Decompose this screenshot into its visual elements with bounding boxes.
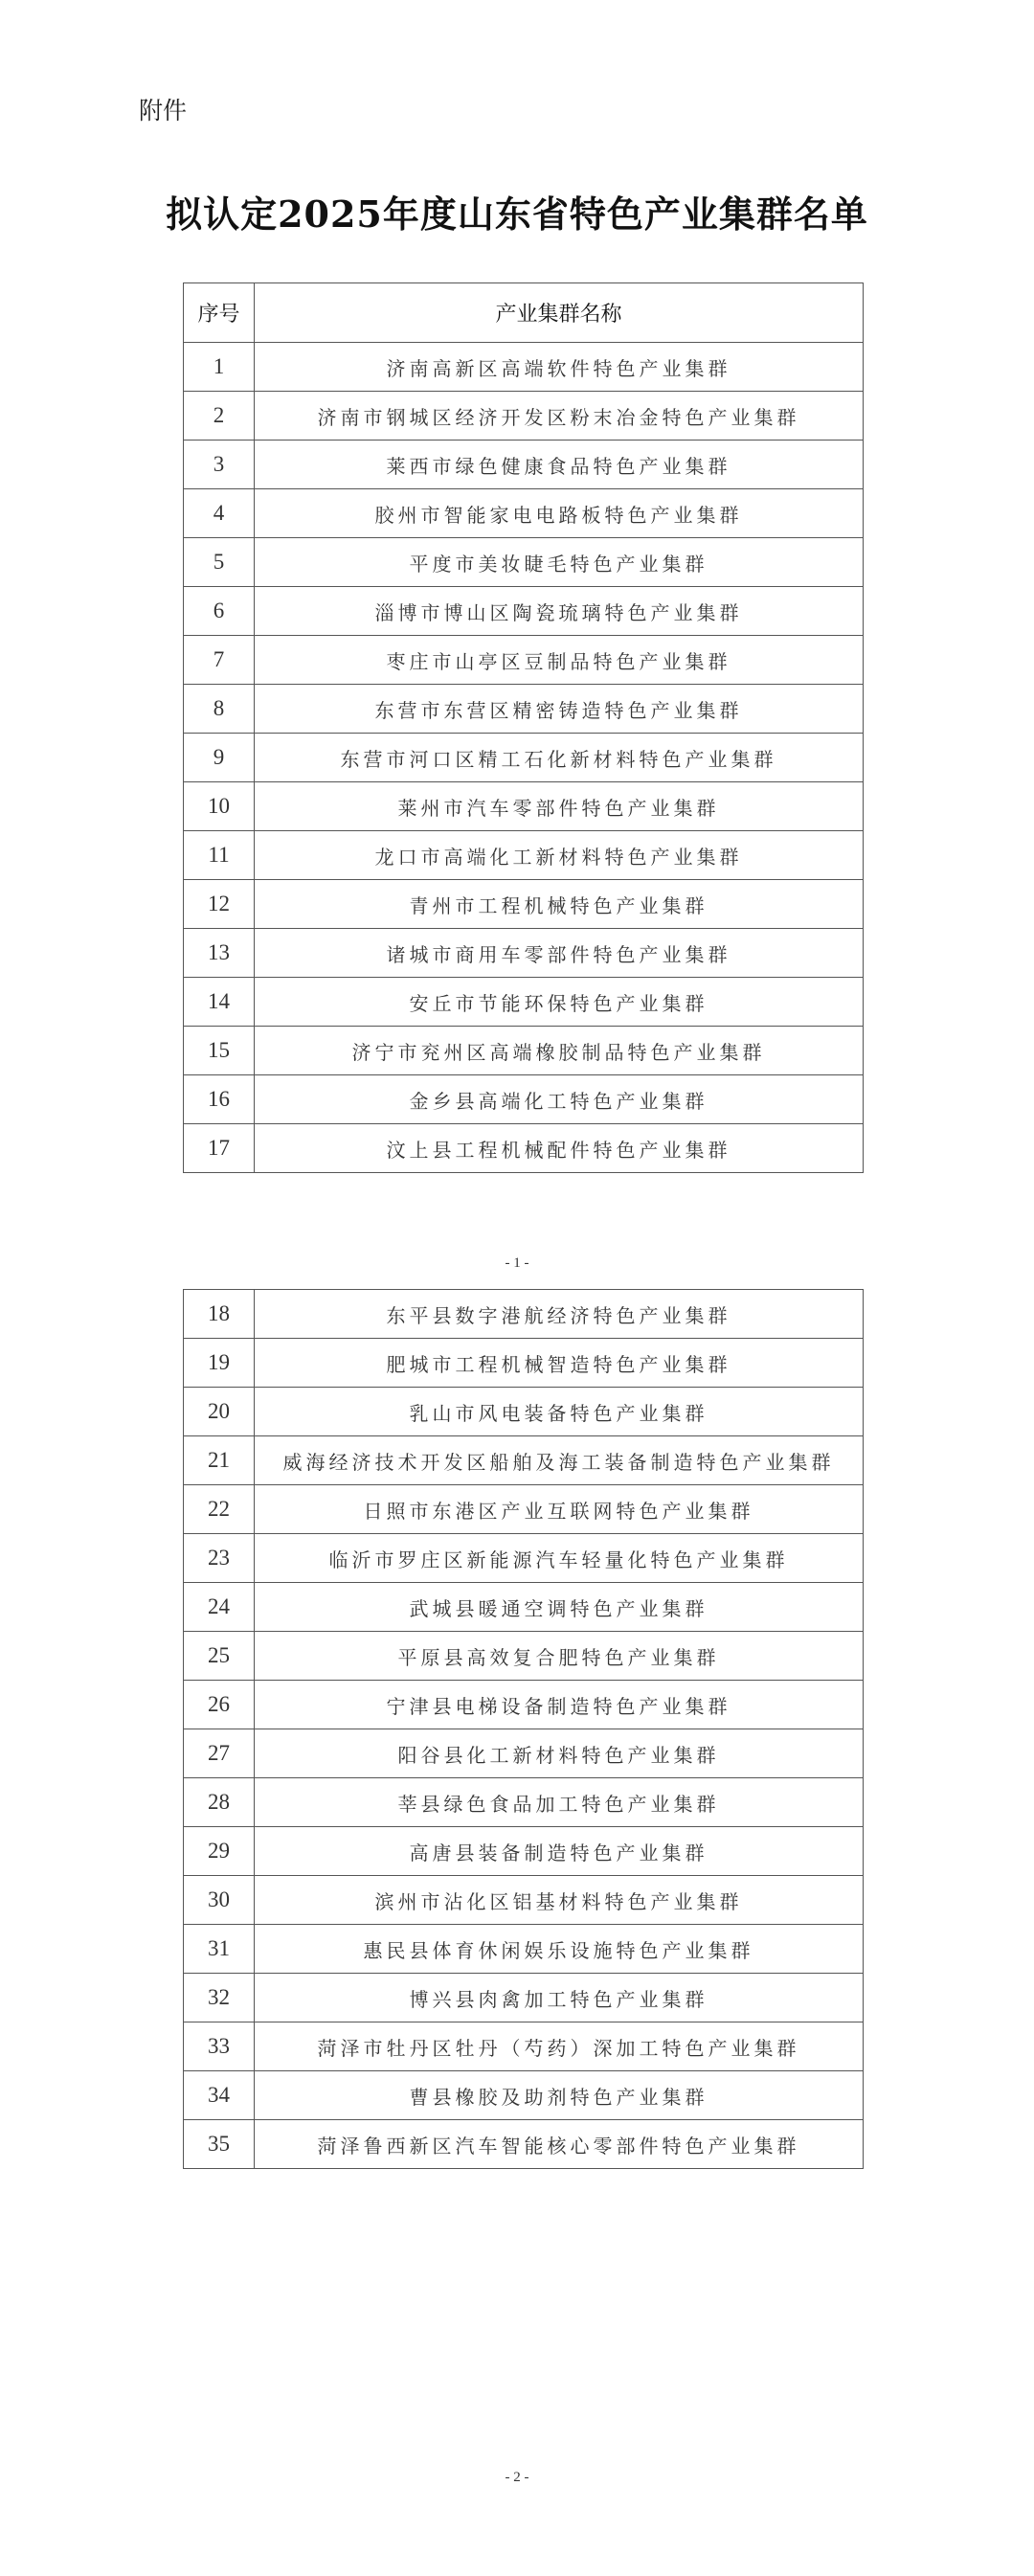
- serial-number-cell: 23: [184, 1534, 255, 1583]
- cluster-name-cell: 淄博市博山区陶瓷琉璃特色产业集群: [255, 587, 864, 636]
- cluster-table-page-1: [183, 282, 864, 1173]
- table-row: [184, 880, 864, 929]
- serial-number-cell: 5: [184, 538, 255, 587]
- table-row: [184, 1436, 864, 1485]
- cluster-name-cell: 高唐县装备制造特色产业集群: [255, 1827, 864, 1876]
- table-header-row: [184, 283, 864, 343]
- serial-number-cell: 34: [184, 2071, 255, 2120]
- cluster-name-cell: 龙口市高端化工新材料特色产业集群: [255, 831, 864, 880]
- cluster-name-cell: 菏泽鲁西新区汽车智能核心零部件特色产业集群: [255, 2120, 864, 2169]
- cluster-name-cell: 济南高新区高端软件特色产业集群: [255, 343, 864, 392]
- table-row: [184, 1729, 864, 1778]
- header-cluster-name: 产业集群名称: [255, 283, 864, 343]
- table-row: [184, 1534, 864, 1583]
- serial-number-cell: 6: [184, 587, 255, 636]
- cluster-name-cell: 日照市东港区产业互联网特色产业集群: [255, 1485, 864, 1534]
- cluster-name-cell: 东营市东营区精密铸造特色产业集群: [255, 685, 864, 734]
- table-row: [184, 1583, 864, 1632]
- serial-number-cell: 10: [184, 782, 255, 831]
- table-row: [184, 343, 864, 392]
- cluster-name-cell: 乳山市风电装备特色产业集群: [255, 1388, 864, 1436]
- table-row: [184, 978, 864, 1027]
- table-row: [184, 734, 864, 782]
- cluster-name-cell: 安丘市节能环保特色产业集群: [255, 978, 864, 1027]
- table-row: [184, 1027, 864, 1075]
- table-row: [184, 489, 864, 538]
- serial-number-cell: 20: [184, 1388, 255, 1436]
- cluster-name-cell: 济宁市兖州区高端橡胶制品特色产业集群: [255, 1027, 864, 1075]
- serial-number-cell: 30: [184, 1876, 255, 1925]
- page-number-1: - 1 -: [505, 1255, 529, 1271]
- cluster-name-cell: 青州市工程机械特色产业集群: [255, 880, 864, 929]
- table-row: [184, 441, 864, 489]
- serial-number-cell: 13: [184, 929, 255, 978]
- cluster-name-cell: 莱西市绿色健康食品特色产业集群: [255, 441, 864, 489]
- table-row: [184, 1485, 864, 1534]
- serial-number-cell: 25: [184, 1632, 255, 1681]
- serial-number-cell: 9: [184, 734, 255, 782]
- table-row: [184, 782, 864, 831]
- serial-number-cell: 35: [184, 2120, 255, 2169]
- serial-number-cell: 29: [184, 1827, 255, 1876]
- table-row: [184, 1290, 864, 1339]
- cluster-name-cell: 金乡县高端化工特色产业集群: [255, 1075, 864, 1124]
- cluster-name-cell: 东营市河口区精工石化新材料特色产业集群: [255, 734, 864, 782]
- serial-number-cell: 12: [184, 880, 255, 929]
- table-row: [184, 392, 864, 441]
- table-row: [184, 1778, 864, 1827]
- cluster-name-cell: 胶州市智能家电电路板特色产业集群: [255, 489, 864, 538]
- table-row: [184, 2120, 864, 2169]
- cluster-name-cell: 滨州市沾化区铝基材料特色产业集群: [255, 1876, 864, 1925]
- serial-number-cell: 7: [184, 636, 255, 685]
- table-row: [184, 1388, 864, 1436]
- cluster-table-page-2: [183, 1289, 864, 2169]
- table-row: [184, 2022, 864, 2071]
- table-row: [184, 1925, 864, 1974]
- serial-number-cell: 16: [184, 1075, 255, 1124]
- cluster-name-cell: 汶上县工程机械配件特色产业集群: [255, 1124, 864, 1173]
- serial-number-cell: 17: [184, 1124, 255, 1173]
- serial-number-cell: 15: [184, 1027, 255, 1075]
- cluster-name-cell: 东平县数字港航经济特色产业集群: [255, 1290, 864, 1339]
- table-row: [184, 1632, 864, 1681]
- table-row: [184, 1339, 864, 1388]
- serial-number-cell: 19: [184, 1339, 255, 1388]
- cluster-name-cell: 济南市钢城区经济开发区粉末冶金特色产业集群: [255, 392, 864, 441]
- serial-number-cell: 11: [184, 831, 255, 880]
- cluster-name-cell: 肥城市工程机械智造特色产业集群: [255, 1339, 864, 1388]
- table-row: [184, 587, 864, 636]
- cluster-name-cell: 临沂市罗庄区新能源汽车轻量化特色产业集群: [255, 1534, 864, 1583]
- page-number-2: - 2 -: [505, 2470, 529, 2485]
- serial-number-cell: 21: [184, 1436, 255, 1485]
- serial-number-cell: 3: [184, 441, 255, 489]
- serial-number-cell: 2: [184, 392, 255, 441]
- serial-number-cell: 24: [184, 1583, 255, 1632]
- serial-number-cell: 22: [184, 1485, 255, 1534]
- serial-number-cell: 4: [184, 489, 255, 538]
- table-row: [184, 929, 864, 978]
- serial-number-cell: 27: [184, 1729, 255, 1778]
- attachment-label: 附件: [139, 97, 188, 124]
- document-title: 拟认定2025年度山东省特色产业集群名单: [166, 192, 868, 236]
- cluster-name-cell: 诸城市商用车零部件特色产业集群: [255, 929, 864, 978]
- table-row: [184, 685, 864, 734]
- cluster-name-cell: 莱州市汽车零部件特色产业集群: [255, 782, 864, 831]
- cluster-name-cell: 菏泽市牡丹区牡丹（芍药）深加工特色产业集群: [255, 2022, 864, 2071]
- serial-number-cell: 14: [184, 978, 255, 1027]
- cluster-name-cell: 威海经济技术开发区船舶及海工装备制造特色产业集群: [255, 1436, 864, 1485]
- cluster-name-cell: 平度市美妆睫毛特色产业集群: [255, 538, 864, 587]
- cluster-name-cell: 博兴县肉禽加工特色产业集群: [255, 1974, 864, 2022]
- cluster-name-cell: 曹县橡胶及助剂特色产业集群: [255, 2071, 864, 2120]
- serial-number-cell: 26: [184, 1681, 255, 1729]
- table-row: [184, 1124, 864, 1173]
- table-row: [184, 831, 864, 880]
- table-row: [184, 538, 864, 587]
- cluster-name-cell: 宁津县电梯设备制造特色产业集群: [255, 1681, 864, 1729]
- table-row: [184, 1681, 864, 1729]
- cluster-name-cell: 平原县高效复合肥特色产业集群: [255, 1632, 864, 1681]
- table-row: [184, 636, 864, 685]
- serial-number-cell: 32: [184, 1974, 255, 2022]
- cluster-name-cell: 枣庄市山亭区豆制品特色产业集群: [255, 636, 864, 685]
- table-row: [184, 1075, 864, 1124]
- table-row: [184, 2071, 864, 2120]
- table-body-page-2: [184, 1290, 864, 2169]
- cluster-name-cell: 莘县绿色食品加工特色产业集群: [255, 1778, 864, 1827]
- header-serial-number: 序号: [184, 283, 255, 343]
- serial-number-cell: 8: [184, 685, 255, 734]
- cluster-name-cell: 阳谷县化工新材料特色产业集群: [255, 1729, 864, 1778]
- table-body-page-1: [184, 343, 864, 1173]
- serial-number-cell: 33: [184, 2022, 255, 2071]
- cluster-name-cell: 武城县暖通空调特色产业集群: [255, 1583, 864, 1632]
- table-row: [184, 1974, 864, 2022]
- serial-number-cell: 1: [184, 343, 255, 392]
- serial-number-cell: 31: [184, 1925, 255, 1974]
- table-row: [184, 1876, 864, 1925]
- cluster-name-cell: 惠民县体育休闲娱乐设施特色产业集群: [255, 1925, 864, 1974]
- serial-number-cell: 18: [184, 1290, 255, 1339]
- table-row: [184, 1827, 864, 1876]
- serial-number-cell: 28: [184, 1778, 255, 1827]
